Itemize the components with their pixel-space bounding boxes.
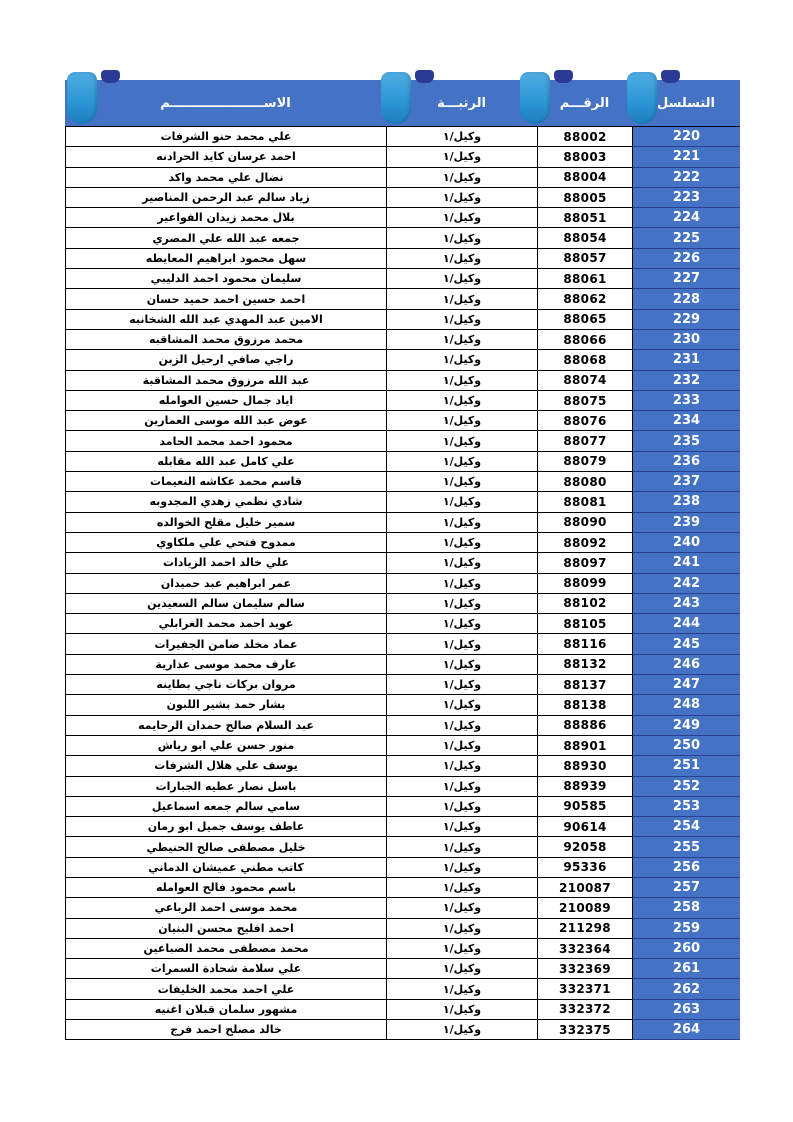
rank-cell: وكيل/١: [386, 330, 537, 350]
table-row: [65, 817, 740, 837]
name-cell: علي محمد حنو الشرفات: [65, 127, 386, 147]
name-cell: عبد الله مرزوق محمد المشاقبة: [65, 371, 386, 391]
rank-cell: وكيل/١: [386, 168, 537, 188]
table-row: [65, 269, 740, 289]
table-row: [65, 777, 740, 797]
rank-cell: وكيل/١: [386, 147, 537, 167]
table-row: [65, 675, 740, 695]
rank-cell: وكيل/١: [386, 1020, 537, 1040]
number-cell: 88003: [537, 147, 632, 167]
number-cell: 88930: [537, 756, 632, 776]
number-cell: 88080: [537, 472, 632, 492]
name-cell: بلال محمد زيدان الفواعير: [65, 208, 386, 228]
serial-cell: 251: [632, 756, 740, 776]
number-cell: 332375: [537, 1020, 632, 1040]
header-clip-icon: [627, 72, 657, 124]
table-row: [65, 878, 740, 898]
rank-cell: وكيل/١: [386, 695, 537, 715]
number-cell: 332372: [537, 1000, 632, 1020]
rank-cell: وكيل/١: [386, 756, 537, 776]
number-cell: 88005: [537, 188, 632, 208]
serial-cell: 250: [632, 736, 740, 756]
personnel-roster-table: [65, 70, 740, 1045]
table-body: [65, 126, 740, 1040]
number-cell: 88062: [537, 289, 632, 309]
rank-cell: وكيل/١: [386, 939, 537, 959]
rank-cell: وكيل/١: [386, 249, 537, 269]
name-cell: يوسف علي هلال الشرفات: [65, 756, 386, 776]
name-cell: علي خالد احمد الزيادات: [65, 553, 386, 573]
serial-cell: 234: [632, 411, 740, 431]
number-cell: 88102: [537, 594, 632, 614]
column-header-rank: الرتبـــة: [437, 95, 486, 111]
name-cell: عوض عبد الله موسى العمارين: [65, 411, 386, 431]
name-cell: عارف محمد موسى عذارية: [65, 655, 386, 675]
name-cell: علي كامل عبد الله مقابله: [65, 452, 386, 472]
rank-cell: وكيل/١: [386, 371, 537, 391]
table-row: [65, 634, 740, 654]
name-cell: احمد عرسان كايد الحرادنه: [65, 147, 386, 167]
serial-cell: 264: [632, 1020, 740, 1040]
number-cell: 88076: [537, 411, 632, 431]
number-cell: 88081: [537, 492, 632, 512]
serial-cell: 225: [632, 228, 740, 248]
rank-cell: وكيل/١: [386, 898, 537, 918]
header-clip-icon: [381, 72, 411, 124]
serial-cell: 247: [632, 675, 740, 695]
name-cell: احمد حسين احمد حميد حسان: [65, 289, 386, 309]
serial-cell: 253: [632, 797, 740, 817]
table-row: [65, 452, 740, 472]
rank-cell: وكيل/١: [386, 979, 537, 999]
rank-cell: وكيل/١: [386, 837, 537, 857]
name-cell: محمد مرزوق محمد المشاقبه: [65, 330, 386, 350]
rank-cell: وكيل/١: [386, 513, 537, 533]
name-cell: علي احمد محمد الخليفات: [65, 979, 386, 999]
table-row: [65, 858, 740, 878]
column-header-serial: التسلسل: [657, 95, 716, 111]
serial-cell: 239: [632, 513, 740, 533]
table-row: [65, 411, 740, 431]
name-cell: باسم محمود فالح العوامله: [65, 878, 386, 898]
name-cell: الامين عبد المهدي عبد الله الشخانبه: [65, 310, 386, 330]
name-cell: سامي سالم جمعه اسماعيل: [65, 797, 386, 817]
rank-cell: وكيل/١: [386, 675, 537, 695]
serial-cell: 252: [632, 777, 740, 797]
rank-cell: وكيل/١: [386, 310, 537, 330]
table-row: [65, 330, 740, 350]
number-cell: 88077: [537, 431, 632, 451]
serial-cell: 233: [632, 391, 740, 411]
serial-cell: 238: [632, 492, 740, 512]
rank-cell: وكيل/١: [386, 452, 537, 472]
name-cell: عويد احمد محمد الغرابلي: [65, 614, 386, 634]
number-cell: 88075: [537, 391, 632, 411]
rank-cell: وكيل/١: [386, 959, 537, 979]
serial-cell: 231: [632, 350, 740, 370]
rank-cell: وكيل/١: [386, 208, 537, 228]
number-cell: 88097: [537, 553, 632, 573]
table-row: [65, 208, 740, 228]
name-cell: سهل محمود ابراهيم المعايطه: [65, 249, 386, 269]
number-cell: 88116: [537, 634, 632, 654]
number-cell: 210087: [537, 878, 632, 898]
serial-cell: 237: [632, 472, 740, 492]
serial-cell: 232: [632, 371, 740, 391]
name-cell: قاسم محمد عكاشه النعيمات: [65, 472, 386, 492]
name-cell: نضال علي محمد واكد: [65, 168, 386, 188]
number-cell: 88092: [537, 533, 632, 553]
name-cell: خالد مصلح احمد فرج: [65, 1020, 386, 1040]
table-row: [65, 736, 740, 756]
serial-cell: 230: [632, 330, 740, 350]
name-cell: محمد موسى احمد الرباعي: [65, 898, 386, 918]
name-cell: اياد جمال حسين العوامله: [65, 391, 386, 411]
rank-cell: وكيل/١: [386, 574, 537, 594]
table-row: [65, 1000, 740, 1020]
rank-cell: وكيل/١: [386, 289, 537, 309]
table-row: [65, 127, 740, 147]
table-row: [65, 979, 740, 999]
table-row: [65, 959, 740, 979]
table-row: [65, 228, 740, 248]
number-cell: 332364: [537, 939, 632, 959]
number-cell: 88066: [537, 330, 632, 350]
table-row: [65, 594, 740, 614]
rank-cell: وكيل/١: [386, 1000, 537, 1020]
number-cell: 88079: [537, 452, 632, 472]
name-cell: عماد مخلد ضامن الجفيرات: [65, 634, 386, 654]
number-cell: 88061: [537, 269, 632, 289]
rank-cell: وكيل/١: [386, 716, 537, 736]
table-row: [65, 655, 740, 675]
serial-cell: 256: [632, 858, 740, 878]
serial-cell: 255: [632, 837, 740, 857]
table-row: [65, 168, 740, 188]
rank-cell: وكيل/١: [386, 858, 537, 878]
name-cell: ممدوح فتحي علي ملكاوي: [65, 533, 386, 553]
number-cell: 88004: [537, 168, 632, 188]
name-cell: محمود احمد محمد الحامد: [65, 431, 386, 451]
name-cell: راجي صافي ارحيل الزبن: [65, 350, 386, 370]
number-cell: 90614: [537, 817, 632, 837]
rank-cell: وكيل/١: [386, 553, 537, 573]
name-cell: مشهور سلمان قبلان اغنيه: [65, 1000, 386, 1020]
serial-cell: 263: [632, 1000, 740, 1020]
number-cell: 88105: [537, 614, 632, 634]
serial-cell: 224: [632, 208, 740, 228]
name-cell: باسل نصار عطيه الجبارات: [65, 777, 386, 797]
table-row: [65, 695, 740, 715]
table-row: [65, 614, 740, 634]
rank-cell: وكيل/١: [386, 431, 537, 451]
name-cell: خليل مصطفى صالح الحنيطي: [65, 837, 386, 857]
number-cell: 92058: [537, 837, 632, 857]
rank-cell: وكيل/١: [386, 736, 537, 756]
name-cell: زياد سالم عبد الرحمن المناصير: [65, 188, 386, 208]
table-row: [65, 574, 740, 594]
name-cell: عاطف يوسف جميل ابو رمان: [65, 817, 386, 837]
number-cell: 88132: [537, 655, 632, 675]
rank-cell: وكيل/١: [386, 533, 537, 553]
number-cell: 88138: [537, 695, 632, 715]
serial-cell: 229: [632, 310, 740, 330]
name-cell: عبد السلام صالح حمدان الرحايمه: [65, 716, 386, 736]
number-cell: 88137: [537, 675, 632, 695]
number-cell: 88886: [537, 716, 632, 736]
table-row: [65, 837, 740, 857]
rank-cell: وكيل/١: [386, 492, 537, 512]
serial-cell: 242: [632, 574, 740, 594]
table-row: [65, 513, 740, 533]
serial-cell: 223: [632, 188, 740, 208]
rank-cell: وكيل/١: [386, 411, 537, 431]
serial-cell: 236: [632, 452, 740, 472]
serial-cell: 262: [632, 979, 740, 999]
table-row: [65, 898, 740, 918]
name-cell: سالم سليمان سالم السعيدين: [65, 594, 386, 614]
number-cell: 332371: [537, 979, 632, 999]
rank-cell: وكيل/١: [386, 472, 537, 492]
table-row: [65, 371, 740, 391]
serial-cell: 243: [632, 594, 740, 614]
number-cell: 88068: [537, 350, 632, 370]
name-cell: مروان بركات ناجي بطاينه: [65, 675, 386, 695]
rank-cell: وكيل/١: [386, 797, 537, 817]
serial-cell: 254: [632, 817, 740, 837]
number-cell: 88051: [537, 208, 632, 228]
number-cell: 95336: [537, 858, 632, 878]
name-cell: سليمان محمود احمد الدليبي: [65, 269, 386, 289]
number-cell: 88099: [537, 574, 632, 594]
table-row: [65, 939, 740, 959]
table-row: [65, 533, 740, 553]
number-cell: 90585: [537, 797, 632, 817]
column-header-number: الرقـــم: [559, 95, 610, 111]
name-cell: احمد افليح محسن البنيان: [65, 919, 386, 939]
number-cell: 88074: [537, 371, 632, 391]
table-row: [65, 492, 740, 512]
serial-cell: 246: [632, 655, 740, 675]
serial-cell: 260: [632, 939, 740, 959]
serial-cell: 257: [632, 878, 740, 898]
serial-cell: 241: [632, 553, 740, 573]
serial-cell: 227: [632, 269, 740, 289]
name-cell: جمعه عبد الله علي المصري: [65, 228, 386, 248]
name-cell: بشار حمد بشير اللبون: [65, 695, 386, 715]
number-cell: 88002: [537, 127, 632, 147]
serial-cell: 221: [632, 147, 740, 167]
column-header-name: الاســـــــــــــــــــــم: [160, 95, 291, 111]
serial-cell: 249: [632, 716, 740, 736]
serial-cell: 261: [632, 959, 740, 979]
table-row: [65, 391, 740, 411]
table-row: [65, 919, 740, 939]
rank-cell: وكيل/١: [386, 228, 537, 248]
rank-cell: وكيل/١: [386, 878, 537, 898]
name-cell: سمير خليل مقلح الخوالده: [65, 513, 386, 533]
number-cell: 211298: [537, 919, 632, 939]
table-row: [65, 553, 740, 573]
serial-cell: 248: [632, 695, 740, 715]
serial-cell: 245: [632, 634, 740, 654]
rank-cell: وكيل/١: [386, 777, 537, 797]
table-row: [65, 756, 740, 776]
number-cell: 88901: [537, 736, 632, 756]
rank-cell: وكيل/١: [386, 350, 537, 370]
number-cell: 88057: [537, 249, 632, 269]
serial-cell: 240: [632, 533, 740, 553]
rank-cell: وكيل/١: [386, 127, 537, 147]
rank-cell: وكيل/١: [386, 188, 537, 208]
number-cell: 88939: [537, 777, 632, 797]
table-row: [65, 350, 740, 370]
rank-cell: وكيل/١: [386, 269, 537, 289]
table-row: [65, 188, 740, 208]
rank-cell: وكيل/١: [386, 634, 537, 654]
rank-cell: وكيل/١: [386, 655, 537, 675]
number-cell: 332369: [537, 959, 632, 979]
number-cell: 88065: [537, 310, 632, 330]
rank-cell: وكيل/١: [386, 817, 537, 837]
name-cell: عمر ابراهيم عبد حميدان: [65, 574, 386, 594]
number-cell: 88054: [537, 228, 632, 248]
serial-cell: 222: [632, 168, 740, 188]
serial-cell: 244: [632, 614, 740, 634]
serial-cell: 220: [632, 127, 740, 147]
table-row: [65, 289, 740, 309]
rank-cell: وكيل/١: [386, 919, 537, 939]
name-cell: منور حسن علي ابو رياش: [65, 736, 386, 756]
name-cell: شادي نظمي زهدي المجدوبه: [65, 492, 386, 512]
table-row: [65, 797, 740, 817]
table-row: [65, 431, 740, 451]
serial-cell: 258: [632, 898, 740, 918]
rank-cell: وكيل/١: [386, 614, 537, 634]
serial-cell: 235: [632, 431, 740, 451]
name-cell: علي سلامة شحادة السمرات: [65, 959, 386, 979]
table-row: [65, 249, 740, 269]
table-row: [65, 1020, 740, 1040]
name-cell: محمد مصطفى محمد الضباعين: [65, 939, 386, 959]
name-cell: كاتب مطني عميشان الدماني: [65, 858, 386, 878]
number-cell: 88090: [537, 513, 632, 533]
serial-cell: 228: [632, 289, 740, 309]
table-row: [65, 310, 740, 330]
rank-cell: وكيل/١: [386, 594, 537, 614]
serial-cell: 259: [632, 919, 740, 939]
table-row: [65, 147, 740, 167]
table-row: [65, 472, 740, 492]
table-row: [65, 716, 740, 736]
serial-cell: 226: [632, 249, 740, 269]
number-cell: 210089: [537, 898, 632, 918]
header-clip-icon: [520, 72, 550, 124]
header-clip-icon: [67, 72, 97, 124]
rank-cell: وكيل/١: [386, 391, 537, 411]
